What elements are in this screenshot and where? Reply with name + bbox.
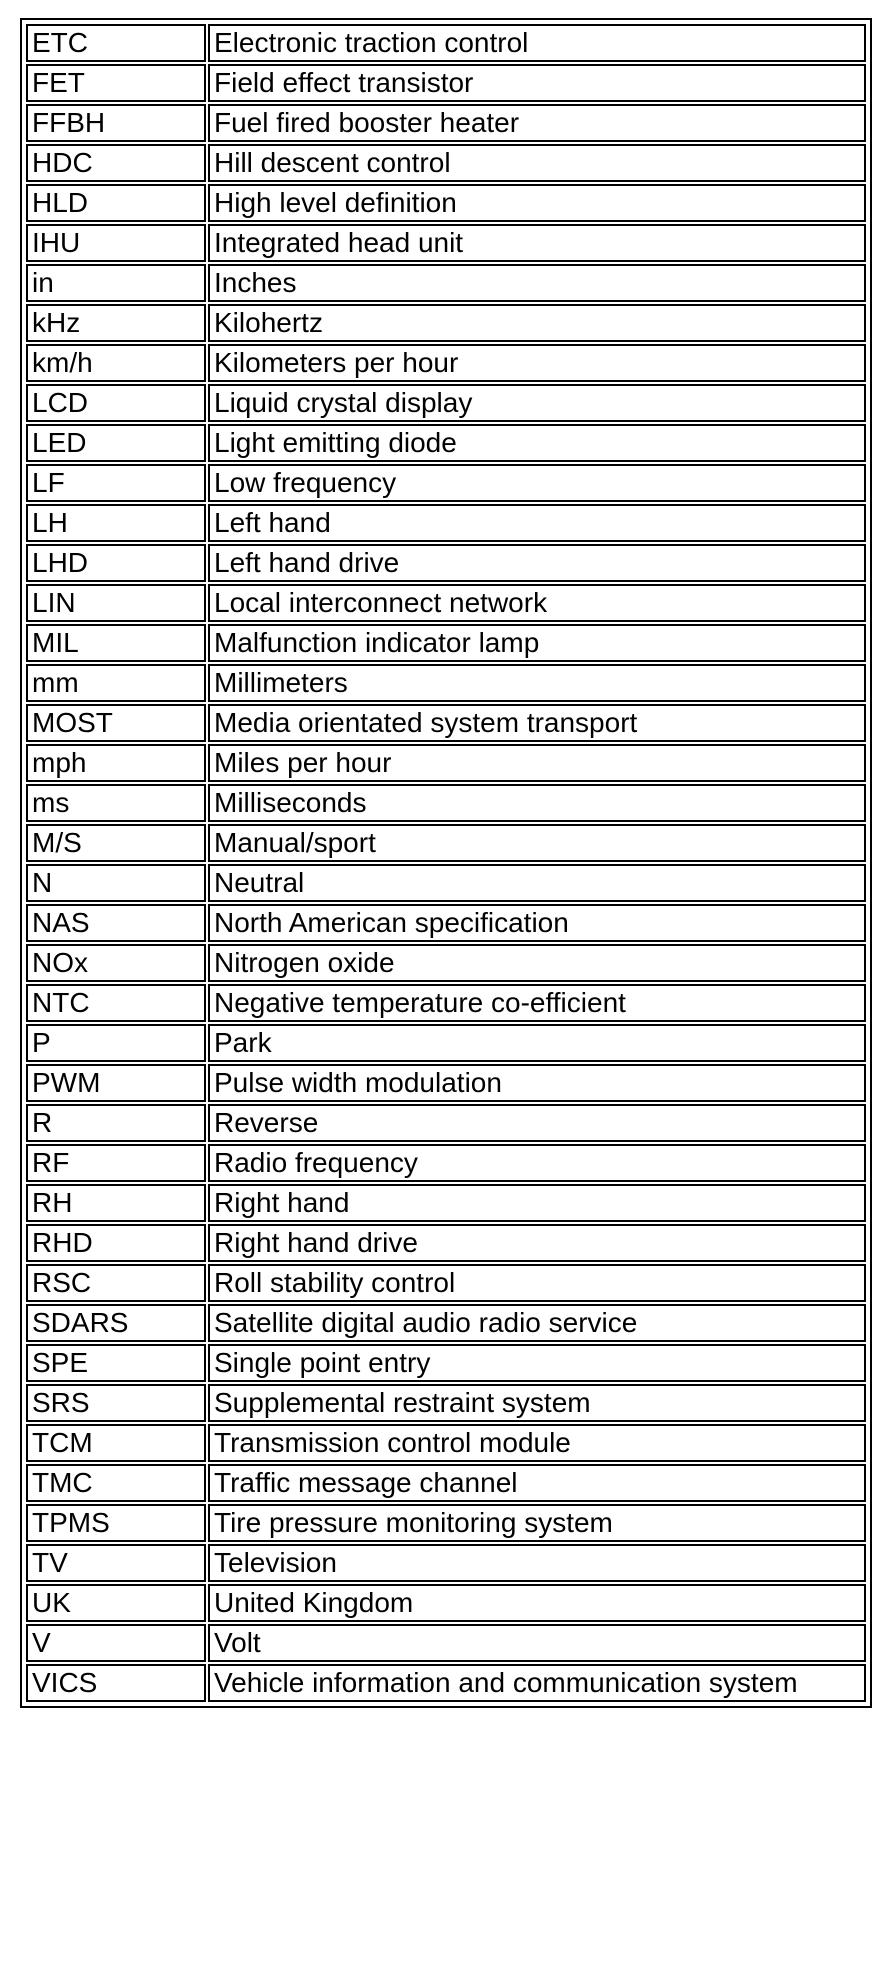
definition-cell: Right hand drive	[208, 1224, 866, 1262]
definition-cell: Negative temperature co-efficient	[208, 984, 866, 1022]
definition-cell: Milliseconds	[208, 784, 866, 822]
abbreviations-table	[24, 22, 868, 1704]
definition-cell: Volt	[208, 1624, 866, 1662]
abbreviation-cell: V	[26, 1624, 206, 1662]
abbreviation-cell: RSC	[26, 1264, 206, 1302]
definition-cell: Reverse	[208, 1104, 866, 1142]
table-row	[26, 344, 866, 382]
definition-cell: Millimeters	[208, 664, 866, 702]
table-row	[26, 1624, 866, 1662]
abbreviation-cell: LCD	[26, 384, 206, 422]
definition-cell: Inches	[208, 264, 866, 302]
abbreviation-cell: in	[26, 264, 206, 302]
table-row	[26, 1664, 866, 1702]
definition-cell: Hill descent control	[208, 144, 866, 182]
table-row	[26, 464, 866, 502]
table-row	[26, 144, 866, 182]
abbreviation-cell: ms	[26, 784, 206, 822]
table-row	[26, 104, 866, 142]
table-row	[26, 1544, 866, 1582]
abbreviation-cell: P	[26, 1024, 206, 1062]
abbreviation-cell: LH	[26, 504, 206, 542]
table-row	[26, 1144, 866, 1182]
abbreviation-cell: SPE	[26, 1344, 206, 1382]
abbreviation-cell: FET	[26, 64, 206, 102]
abbreviation-cell: N	[26, 864, 206, 902]
table-row	[26, 184, 866, 222]
definition-cell: Right hand	[208, 1184, 866, 1222]
definition-cell: Kilohertz	[208, 304, 866, 342]
table-row	[26, 1184, 866, 1222]
table-row	[26, 1344, 866, 1382]
abbreviation-cell: kHz	[26, 304, 206, 342]
abbreviation-cell: UK	[26, 1584, 206, 1622]
abbreviation-cell: LIN	[26, 584, 206, 622]
table-row	[26, 64, 866, 102]
table-row	[26, 1064, 866, 1102]
abbreviation-cell: HDC	[26, 144, 206, 182]
abbreviation-cell: LED	[26, 424, 206, 462]
abbreviation-cell: ETC	[26, 24, 206, 62]
abbreviation-cell: RHD	[26, 1224, 206, 1262]
definition-cell: Kilometers per hour	[208, 344, 866, 382]
definition-cell: Single point entry	[208, 1344, 866, 1382]
table-row	[26, 1424, 866, 1462]
table-row	[26, 384, 866, 422]
definition-cell: Traffic message channel	[208, 1464, 866, 1502]
abbreviation-cell: TCM	[26, 1424, 206, 1462]
abbreviation-cell: NTC	[26, 984, 206, 1022]
definition-cell: Electronic traction control	[208, 24, 866, 62]
table-row	[26, 704, 866, 742]
definition-cell: Liquid crystal display	[208, 384, 866, 422]
definition-cell: Fuel fired booster heater	[208, 104, 866, 142]
abbreviations-table-body	[26, 24, 866, 1702]
definition-cell: Local interconnect network	[208, 584, 866, 622]
definition-cell: Satellite digital audio radio service	[208, 1304, 866, 1342]
table-row	[26, 1104, 866, 1142]
table-row	[26, 744, 866, 782]
table-row	[26, 784, 866, 822]
table-row	[26, 24, 866, 62]
table-row	[26, 984, 866, 1022]
abbreviation-cell: LHD	[26, 544, 206, 582]
table-row	[26, 624, 866, 662]
definition-cell: Low frequency	[208, 464, 866, 502]
abbreviation-cell: MOST	[26, 704, 206, 742]
abbreviation-cell: R	[26, 1104, 206, 1142]
table-row	[26, 944, 866, 982]
table-row	[26, 904, 866, 942]
table-row	[26, 1264, 866, 1302]
abbreviation-cell: mm	[26, 664, 206, 702]
table-row	[26, 544, 866, 582]
definition-cell: Nitrogen oxide	[208, 944, 866, 982]
table-row	[26, 824, 866, 862]
table-row	[26, 1464, 866, 1502]
definition-cell: Light emitting diode	[208, 424, 866, 462]
table-row	[26, 264, 866, 302]
table-row	[26, 224, 866, 262]
definition-cell: United Kingdom	[208, 1584, 866, 1622]
abbreviation-cell: FFBH	[26, 104, 206, 142]
table-row	[26, 1224, 866, 1262]
abbreviation-cell: RH	[26, 1184, 206, 1222]
definition-cell: Left hand	[208, 504, 866, 542]
abbreviation-cell: NOx	[26, 944, 206, 982]
abbreviation-cell: TPMS	[26, 1504, 206, 1542]
abbreviation-cell: TV	[26, 1544, 206, 1582]
table-row	[26, 1304, 866, 1342]
definition-cell: North American specification	[208, 904, 866, 942]
definition-cell: Roll stability control	[208, 1264, 866, 1302]
definition-cell: Park	[208, 1024, 866, 1062]
definition-cell: Malfunction indicator lamp	[208, 624, 866, 662]
table-row	[26, 584, 866, 622]
abbreviation-cell: PWM	[26, 1064, 206, 1102]
table-row	[26, 424, 866, 462]
definition-cell: Left hand drive	[208, 544, 866, 582]
abbreviation-cell: RF	[26, 1144, 206, 1182]
definition-cell: Radio frequency	[208, 1144, 866, 1182]
definition-cell: Field effect transistor	[208, 64, 866, 102]
definition-cell: Television	[208, 1544, 866, 1582]
table-row	[26, 864, 866, 902]
definition-cell: Tire pressure monitoring system	[208, 1504, 866, 1542]
definition-cell: Transmission control module	[208, 1424, 866, 1462]
table-row	[26, 1384, 866, 1422]
table-row	[26, 504, 866, 542]
definition-cell: Vehicle information and communication system	[208, 1664, 866, 1702]
definition-cell: High level definition	[208, 184, 866, 222]
abbreviation-cell: SDARS	[26, 1304, 206, 1342]
table-row	[26, 1504, 866, 1542]
definition-cell: Neutral	[208, 864, 866, 902]
abbreviation-cell: km/h	[26, 344, 206, 382]
abbreviation-cell: mph	[26, 744, 206, 782]
abbreviation-cell: HLD	[26, 184, 206, 222]
abbreviation-cell: MIL	[26, 624, 206, 662]
abbreviation-cell: SRS	[26, 1384, 206, 1422]
definition-cell: Miles per hour	[208, 744, 866, 782]
abbreviations-table-frame	[20, 18, 872, 1708]
abbreviation-cell: TMC	[26, 1464, 206, 1502]
abbreviation-cell: M/S	[26, 824, 206, 862]
abbreviation-cell: LF	[26, 464, 206, 502]
definition-cell: Pulse width modulation	[208, 1064, 866, 1102]
abbreviation-cell: IHU	[26, 224, 206, 262]
abbreviation-cell: NAS	[26, 904, 206, 942]
definition-cell: Media orientated system transport	[208, 704, 866, 742]
definition-cell: Manual/sport	[208, 824, 866, 862]
table-row	[26, 1584, 866, 1622]
abbreviation-cell: VICS	[26, 1664, 206, 1702]
definition-cell: Integrated head unit	[208, 224, 866, 262]
table-row	[26, 664, 866, 702]
definition-cell: Supplemental restraint system	[208, 1384, 866, 1422]
table-row	[26, 1024, 866, 1062]
table-row	[26, 304, 866, 342]
